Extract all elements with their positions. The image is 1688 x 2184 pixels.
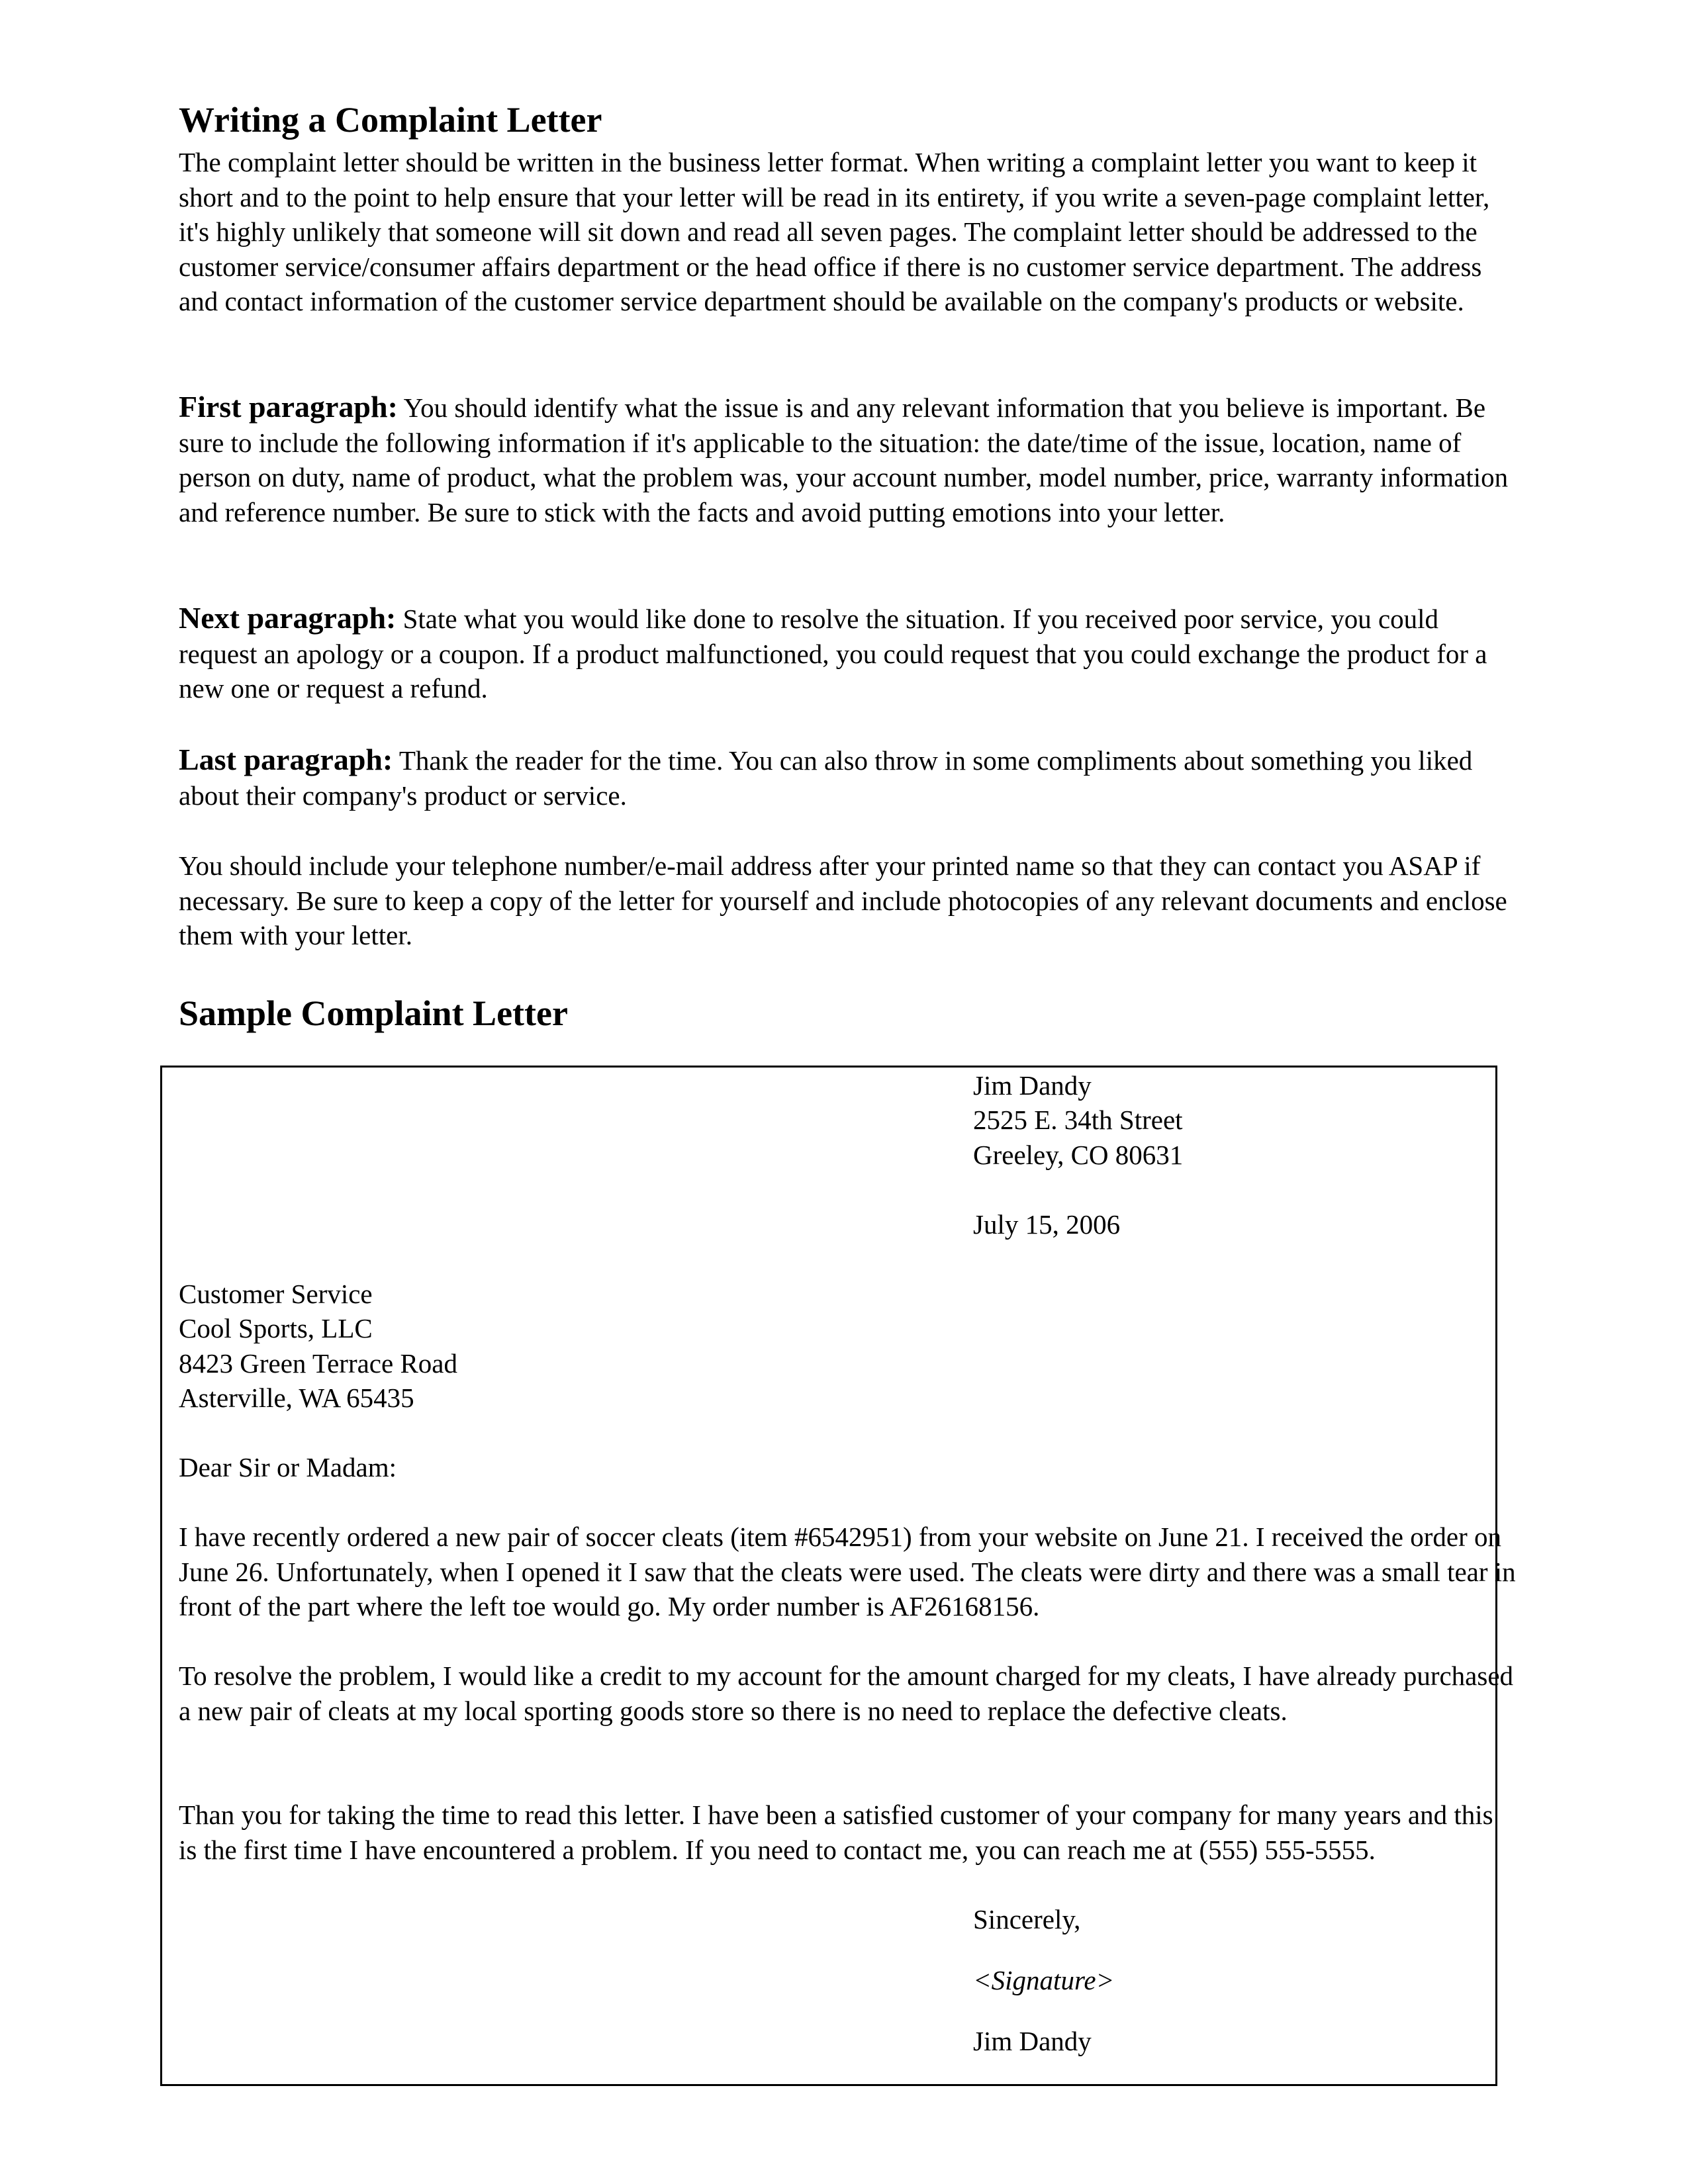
next-paragraph-guidance	[179, 601, 1516, 706]
letter-paragraph-1: I have recently ordered a new pair of soccer cleats (item #6542951) from your website on June 21. I received the order on June 26. Unfortunately, when I opened it I saw that the cleats were used. The cleats were dirty and there was a small tear in front of the part where the left toe would go. My order number is AF26168156.	[179, 1522, 1516, 1621]
letter-date: July 15, 2006	[973, 1209, 1121, 1240]
signature-placeholder: <Signature>	[973, 1965, 1115, 1995]
sender-name: Jim Dandy	[973, 1070, 1092, 1101]
first-paragraph-text: You should identify what the issue is and any relevant information that you believe is important. Be sure to include the following information if it's applicable to the situation: the date/time of the issue, location, name of person on duty, name of product, what the problem was, your account number, model number, price, warranty information and reference number. Be sure to stick with the facts and avoid putting emotions into your letter.	[179, 392, 1509, 527]
letter-paragraph-3: Than you for taking the time to read this letter. I have been a satisfied customer of your company for many years and this is the first time I have encountered a problem. If you need to contact me, you can reach me at (555) 555-5555.	[179, 1799, 1493, 1865]
letter-closing: Sincerely,	[973, 1904, 1081, 1934]
first-paragraph-guidance	[179, 390, 1516, 529]
letter-paragraph-2: To resolve the problem, I would like a credit to my account for the amount charged for my cleats, I have already purchased a new pair of cleats at my local sporting goods store so there is no need to replace the defective cleats.	[179, 1661, 1514, 1726]
closing-note-paragraph: You should include your telephone number/e-mail address after your printed name so that they can contact you ASAP if necessary. Be sure to keep a copy of the letter for yourself and include photocopies of any relevant documents and enclose them with your letter.	[179, 850, 1507, 950]
sample-letter-title: Sample Complaint Letter	[179, 993, 568, 1033]
next-paragraph-label: Next paragraph:	[179, 601, 397, 635]
recipient-line-4: Asterville, WA 65435	[179, 1383, 414, 1413]
last-paragraph-text: Thank the reader for the time. You can also throw in some compliments about something you liked about their company's product or service.	[179, 745, 1473, 811]
recipient-line-3: 8423 Green Terrace Road	[179, 1348, 457, 1379]
recipient-line-1: Customer Service	[179, 1279, 373, 1309]
last-paragraph-guidance	[179, 743, 1516, 813]
printed-name: Jim Dandy	[973, 2026, 1092, 2056]
salutation: Dear Sir or Madam:	[179, 1452, 397, 1482]
intro-paragraph: The complaint letter should be written in the business letter format. When writing a complaint letter you want to keep it short and to the point to help ensure that your letter will be read in its entirety, if you write a seven-page complaint letter, it's highly unlikely that someone will sit down and read all seven pages. The complaint letter should be addressed to the customer service/consumer affairs department or the head office if there is no customer service department. The address and contact information of the customer service department should be available on the company's products or website.	[179, 147, 1490, 316]
sender-street: 2525 E. 34th Street	[973, 1105, 1183, 1135]
recipient-line-2: Cool Sports, LLC	[179, 1313, 373, 1343]
first-paragraph-label: First paragraph:	[179, 390, 398, 424]
sender-city: Greeley, CO 80631	[973, 1140, 1184, 1170]
next-paragraph-text: State what you would like done to resolve the situation. If you received poor service, you could request an apology or a coupon. If a product malfunctioned, you could request that you could exchange the product for a new one or request a refund.	[179, 604, 1487, 704]
page-title: Writing a Complaint Letter	[179, 100, 602, 140]
last-paragraph-label: Last paragraph:	[179, 743, 393, 776]
